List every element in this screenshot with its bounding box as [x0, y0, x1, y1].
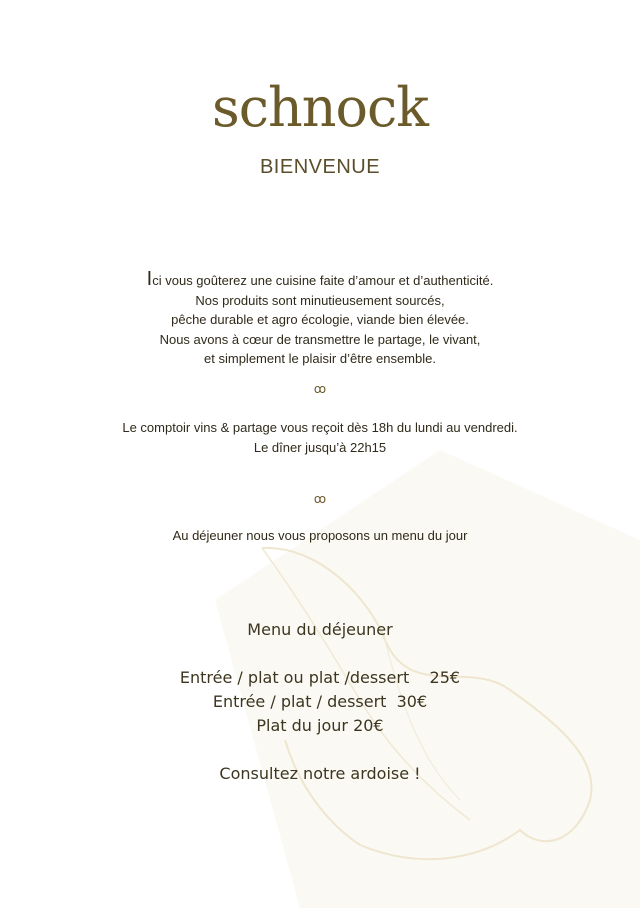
- lunch-menu-title: Menu du déjeuner: [247, 620, 393, 639]
- intro-line: pêche durable et agro écologie, viande bien élevée.: [171, 312, 469, 327]
- menu-item: Plat du jour 20€: [256, 716, 384, 735]
- welcome-heading: BIENVENUE: [259, 156, 381, 178]
- lunch-intro: Au déjeuner nous vous proposons un menu du jour: [172, 528, 468, 543]
- ardoise-note: Consultez notre ardoise !: [219, 764, 421, 783]
- intro-initial: I: [146, 268, 153, 290]
- brand-logo: schnock: [212, 76, 428, 139]
- menu-item: Entrée / plat / dessert 30€: [212, 692, 428, 711]
- intro-line-text: ci vous goûterez une cuisine faite d’amour et d’authenticité.: [152, 273, 494, 288]
- intro-line: [0, 270, 640, 291]
- hours-line: Le dîner jusqu’à 22h15: [253, 439, 387, 455]
- hours-info: [0, 418, 640, 457]
- hours-line: Le comptoir vins & partage vous reçoit dès 18h du lundi au vendredi.: [122, 420, 518, 435]
- intro-line: Nos produits sont minutieusement sourcés,: [195, 292, 445, 308]
- intro-line: Nous avons à cœur de transmettre le partage, le vivant,: [159, 331, 481, 347]
- menu-item: Entrée / plat ou plat /dessert 25€: [179, 668, 461, 687]
- intro-line: et simplement le plaisir d’être ensemble.: [204, 351, 436, 366]
- separator-icon: ꝏ: [313, 492, 327, 506]
- intro-paragraph: [0, 270, 640, 369]
- separator-icon: ꝏ: [313, 382, 327, 396]
